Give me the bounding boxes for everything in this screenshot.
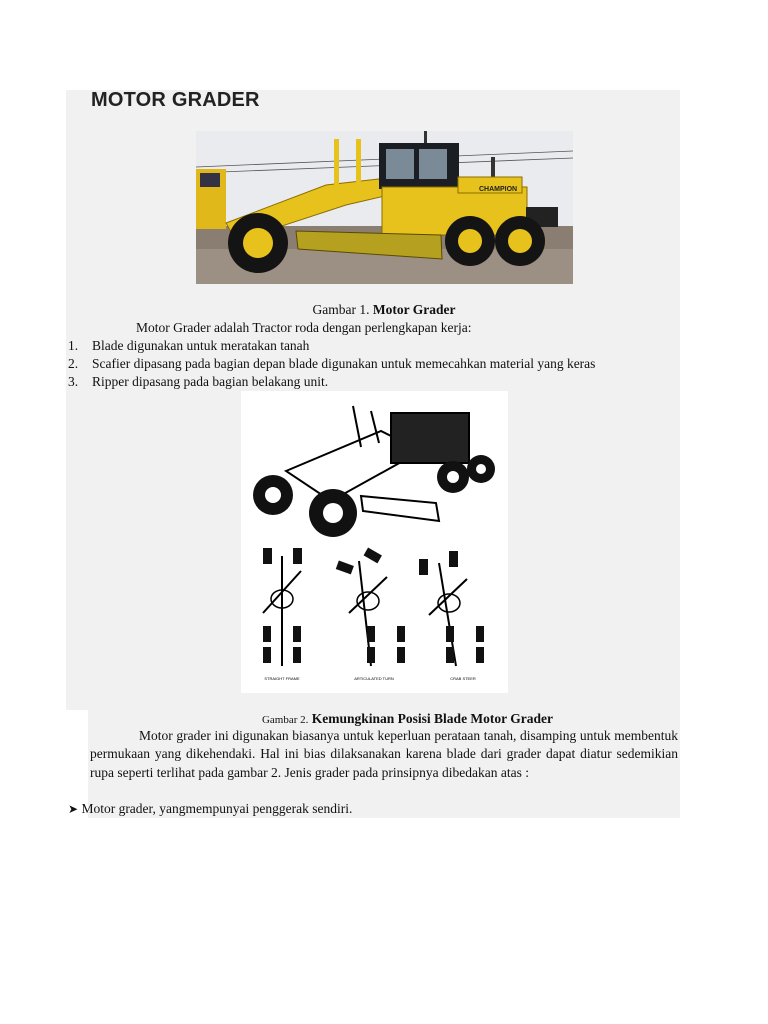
figure-2-caption-prefix: Gambar 2. bbox=[261, 714, 309, 726]
list-text: Ripper dipasang pada bagian belakang unit. bbox=[92, 374, 329, 389]
figure-1-caption-title: Motor Grader bbox=[372, 302, 456, 317]
diagram-label: ARTICULATED TURN bbox=[354, 676, 394, 681]
figure-2-caption bbox=[0, 711, 768, 727]
motor-grader-photo bbox=[196, 131, 573, 284]
page-title: MOTOR GRADER bbox=[91, 89, 260, 111]
list-item bbox=[68, 374, 328, 390]
list-text: Scafier dipasang pada bagian depan blade digunakan untuk memecahkan material yang keras bbox=[92, 356, 596, 371]
bullet-item bbox=[68, 801, 352, 817]
list-item bbox=[68, 356, 595, 372]
figure-1-caption-prefix: Gambar 1. bbox=[312, 302, 370, 317]
diagram-label: CRAB STEER bbox=[450, 676, 476, 681]
list-text: Blade digunakan untuk meratakan tanah bbox=[92, 338, 310, 353]
figure-1-caption bbox=[0, 302, 768, 318]
figure-2-caption-title: Kemungkinan Posisi Blade Motor Grader bbox=[311, 711, 554, 726]
list-number: 3. bbox=[68, 374, 79, 389]
brand-text: CHAMPION bbox=[479, 186, 518, 193]
blade-position-diagram bbox=[241, 391, 508, 693]
diagram-label: STRAIGHT FRAME bbox=[264, 676, 300, 681]
intro-text: Motor Grader adalah Tractor roda dengan perlengkapan kerja: bbox=[136, 320, 472, 335]
arrow-bullet-icon: ➤ bbox=[68, 802, 79, 816]
list-number: 2. bbox=[68, 356, 79, 371]
body-paragraph: Motor grader ini digunakan biasanya untuk keperluan perataan tanah, disamping untuk membentuk permukaan yang dikehendaki. Hal ini bias dilaksanakan karena blade dari grader dapat diatur sedemikian rupa seperti terlihat pada gambar 2. Jenis grader pada prinsipnya dibedakan atas : bbox=[90, 728, 678, 780]
list-item bbox=[68, 338, 309, 354]
bullet-text: Motor grader, yangmempunyai penggerak sendiri. bbox=[81, 801, 353, 816]
list-number: 1. bbox=[68, 338, 79, 353]
